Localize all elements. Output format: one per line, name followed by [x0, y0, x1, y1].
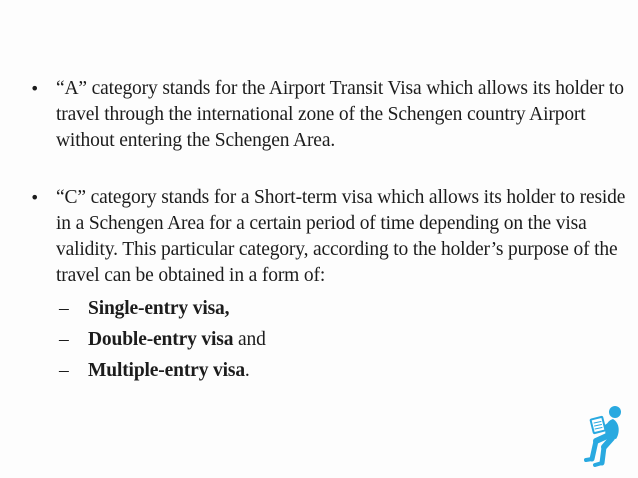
list-item-double-entry — [59, 324, 636, 355]
dash-marker: – — [59, 360, 69, 381]
bullet-marker: • — [30, 79, 40, 98]
list-item-single-entry — [59, 293, 636, 324]
bullet-airport-transit — [30, 76, 636, 154]
visa-type-name: Multiple-entry visa — [88, 360, 245, 381]
visa-type-name: Single-entry visa, — [88, 298, 230, 319]
bullet-list — [30, 76, 636, 386]
dash-marker: – — [59, 329, 69, 350]
bullet-text: “A” category stands for the Airport Transit Visa which allows its holder to travel through the international zone of the Schengen country Airport without entering the Schengen Area. — [56, 78, 624, 151]
seated-reader-figure-icon — [582, 405, 632, 469]
visa-type-suffix: and — [233, 329, 266, 350]
dash-marker: – — [59, 298, 69, 319]
visa-type-name: Double-entry visa — [88, 329, 234, 350]
visa-type-suffix: . — [244, 360, 250, 381]
bullet-text: “C” category stands for a Short-term visa which allows its holder to reside in a Schengen Area for a certain period of time depending on the visa validity. This particular category, according to the holder’s purpose of the travel can be obtained in a form of: — [56, 187, 626, 286]
visa-type-list — [56, 293, 636, 386]
bullet-short-term — [30, 185, 636, 386]
bullet-marker: • — [30, 188, 40, 207]
list-item-multiple-entry — [59, 355, 636, 386]
